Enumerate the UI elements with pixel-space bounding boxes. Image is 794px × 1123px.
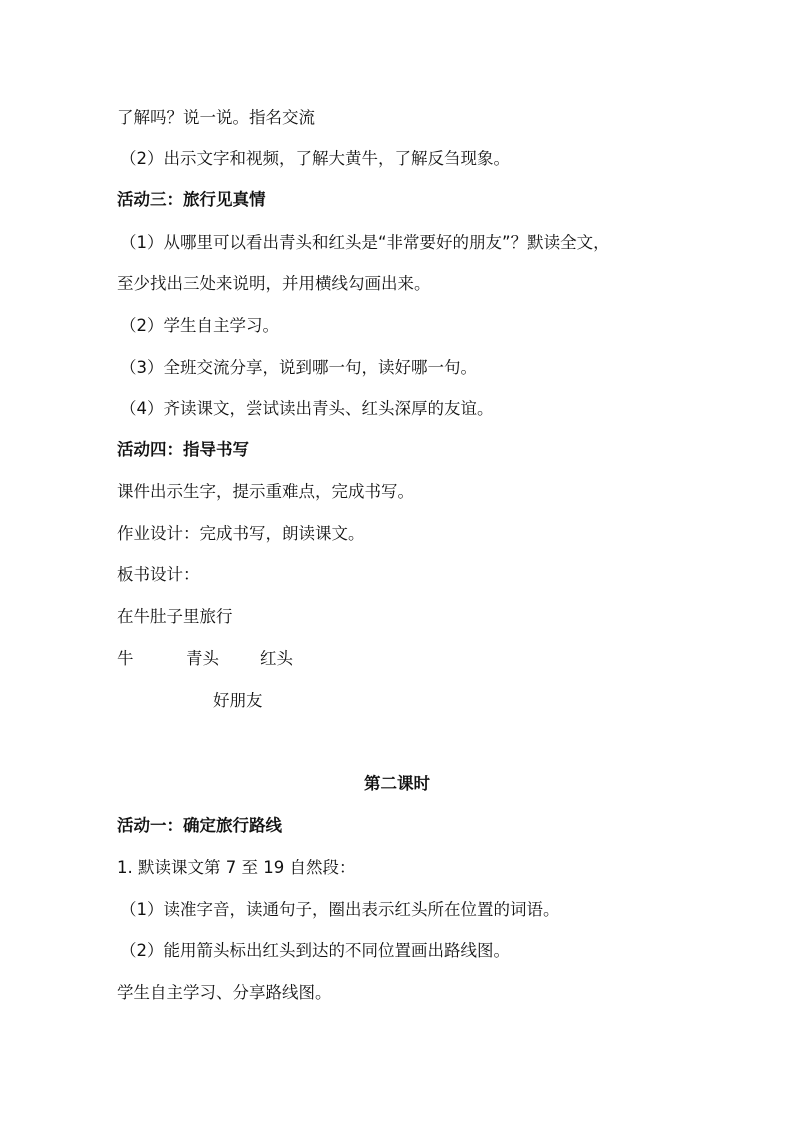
text-line-7: （3）全班交流分享，说到哪一句，读好哪一句。 [120,358,477,377]
text-line-11: 作业设计：完成书写，朗读课文。 [117,524,365,543]
text-line-8: （4）齐读课文，尝试读出青头、红头深厚的友谊。 [120,399,494,418]
text-line-5: 至少找出三处来说明，并用横线勾画出来。 [117,274,431,293]
text-line-6: （2）学生自主学习。 [120,316,279,335]
board-qingtou: 青头 [186,649,219,668]
board-niu: 牛 [117,649,134,668]
text-line-1: 了解吗？说一说。指名交流 [117,108,315,127]
text-line-12: 板书设计： [117,565,200,584]
heading-activity-1: 活动一：确定旅行路线 [117,816,282,835]
lesson-title: 第二课时 [364,774,430,793]
text-summary: 学生自主学习、分享路线图。 [117,983,332,1002]
board-friends: 好朋友 [213,691,263,710]
text-line-2: （2）出示文字和视频，了解大黄牛，了解反刍现象。 [120,149,510,168]
board-hongtou: 红头 [260,649,293,668]
board-title: 在牛肚子里旅行 [117,607,233,626]
heading-activity-4: 活动四：指导书写 [117,440,249,459]
text-line-10: 课件出示生字，提示重难点，完成书写。 [117,482,414,501]
text-sub-2: （2）能用箭头标出红头到达的不同位置画出路线图。 [120,941,510,960]
text-sub-1: （1）读准字音，读通句子，圈出表示红头所在位置的词语。 [120,900,560,919]
text-item-1: 1. 默读课文第 7 至 19 自然段： [117,858,356,877]
heading-activity-3: 活动三：旅行见真情 [117,190,266,209]
text-line-4: （1）从哪里可以看出青头和红头是“非常要好的朋友”？默读全文， [120,233,610,252]
